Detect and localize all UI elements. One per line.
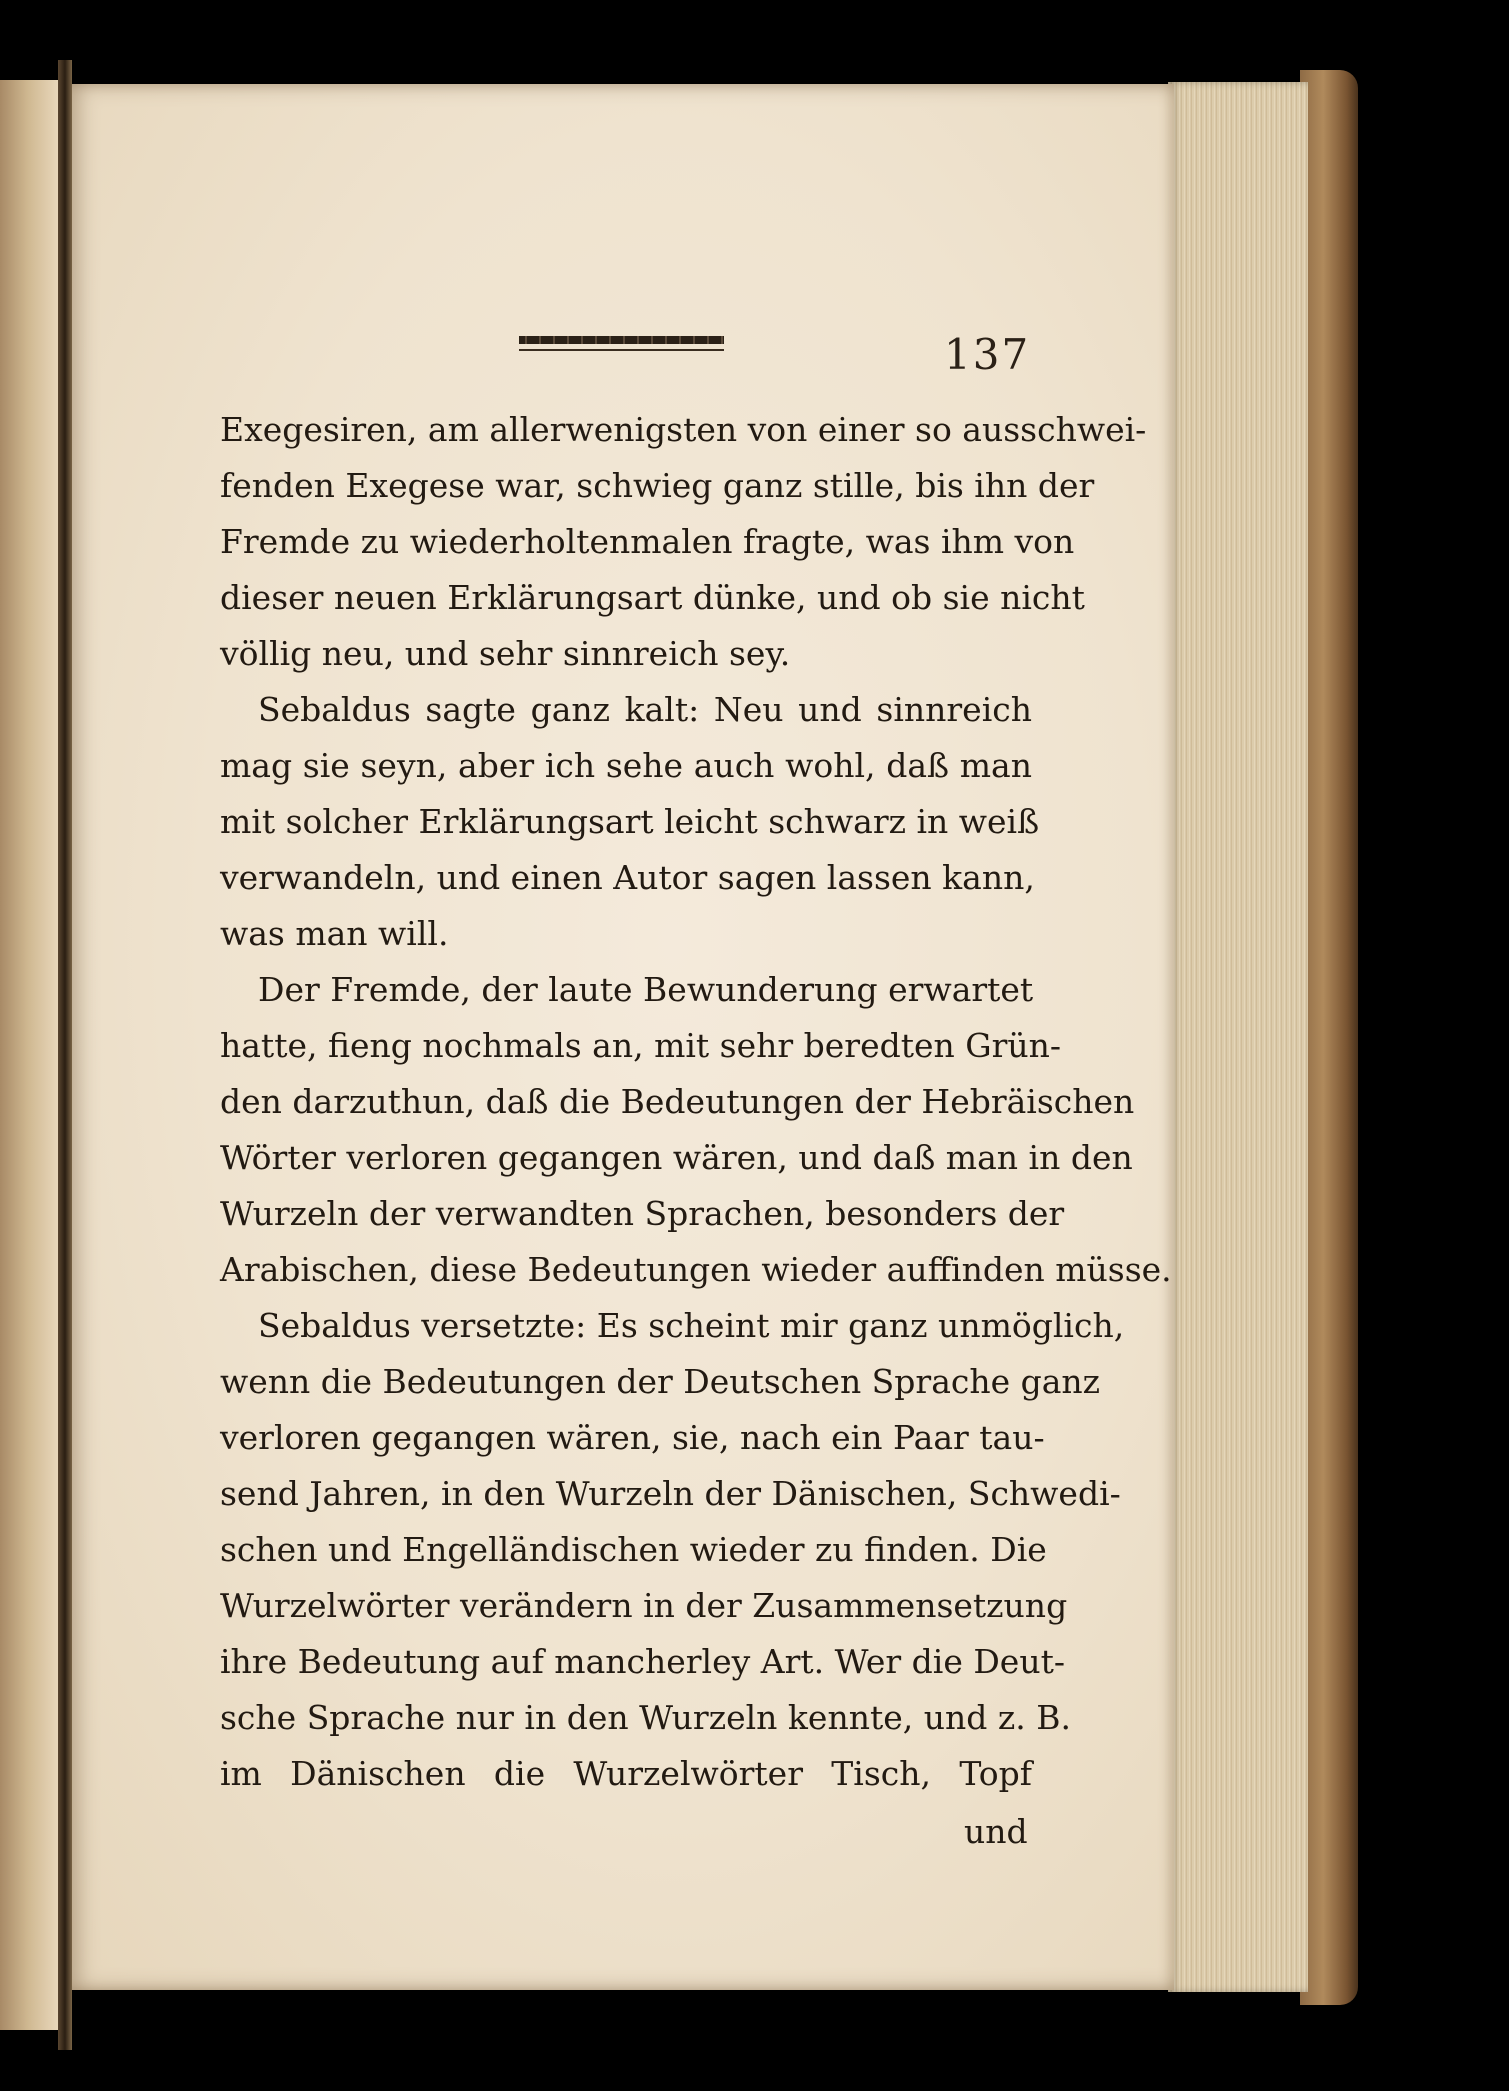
ornament-rule xyxy=(519,349,724,351)
text-line: Sebaldus versetzte: Es scheint mir ganz unmöglich, xyxy=(258,1306,1125,1345)
text-line: schen und Engelländischen wieder zu finden. Die xyxy=(220,1530,1047,1569)
text-line: wenn die Bedeutungen der Deutschen Sprache ganz xyxy=(220,1362,1101,1401)
text-line: Sebaldus sagte ganz kalt: Neu und sinnreich xyxy=(258,690,1032,729)
text-line: send Jahren, in den Wurzeln der Dänischen, Schwedi- xyxy=(220,1474,1121,1513)
text-line: fenden Exegese war, schwieg ganz stille, bis ihn der xyxy=(220,466,1095,505)
page-block-edges xyxy=(1168,82,1308,1992)
text-line: verwandeln, und einen Autor sagen lassen kann, xyxy=(220,858,1035,897)
ornament-bar xyxy=(519,336,724,344)
text-line: hatte, fieng nochmals an, mit sehr beredten Grün- xyxy=(220,1026,1062,1065)
text-line: Wurzeln der verwandten Sprachen, besonders der xyxy=(220,1194,1065,1233)
text-line: dieser neuen Erklärungsart dünke, und ob sie nicht xyxy=(220,578,1085,617)
text-line: verloren gegangen wären, sie, nach ein Paar tau- xyxy=(220,1418,1045,1457)
page-number: 137 xyxy=(944,330,1031,379)
text-line: völlig neu, und sehr sinnreich sey. xyxy=(220,634,791,673)
text-line: den darzuthun, daß die Bedeutungen der Hebräischen xyxy=(220,1082,1135,1121)
book-gutter xyxy=(58,60,72,2050)
text-line: mag sie seyn, aber ich sehe auch wohl, daß man xyxy=(220,746,1032,785)
catchword: und xyxy=(964,1812,1028,1851)
book-page xyxy=(64,84,1174,1990)
text-line: mit solcher Erklärungsart leicht schwarz in weiß xyxy=(220,802,1040,841)
text-line: Der Fremde, der laute Bewunderung erwartet xyxy=(258,970,1034,1009)
text-line: Exegesiren, am allerwenigsten von einer so ausschwei- xyxy=(220,410,1147,449)
text-line: im Dänischen die Wurzelwörter Tisch, Topf xyxy=(220,1754,1032,1793)
book-cover-edge xyxy=(1300,70,1358,2005)
text-line: was man will. xyxy=(220,914,449,953)
text-line: Wörter verloren gegangen wären, und daß man in den xyxy=(220,1138,1133,1177)
text-line: Arabischen, diese Bedeutungen wieder auffinden müsse. xyxy=(220,1250,1172,1289)
text-line: Fremde zu wiederholtenmalen fragte, was ihm von xyxy=(220,522,1075,561)
text-line: sche Sprache nur in den Wurzeln kennte, und z. B. xyxy=(220,1698,1071,1737)
header-ornament xyxy=(519,336,724,354)
text-line: ihre Bedeutung auf mancherley Art. Wer die Deut- xyxy=(220,1642,1065,1681)
text-line: Wurzelwörter verändern in der Zusammensetzung xyxy=(220,1586,1068,1625)
